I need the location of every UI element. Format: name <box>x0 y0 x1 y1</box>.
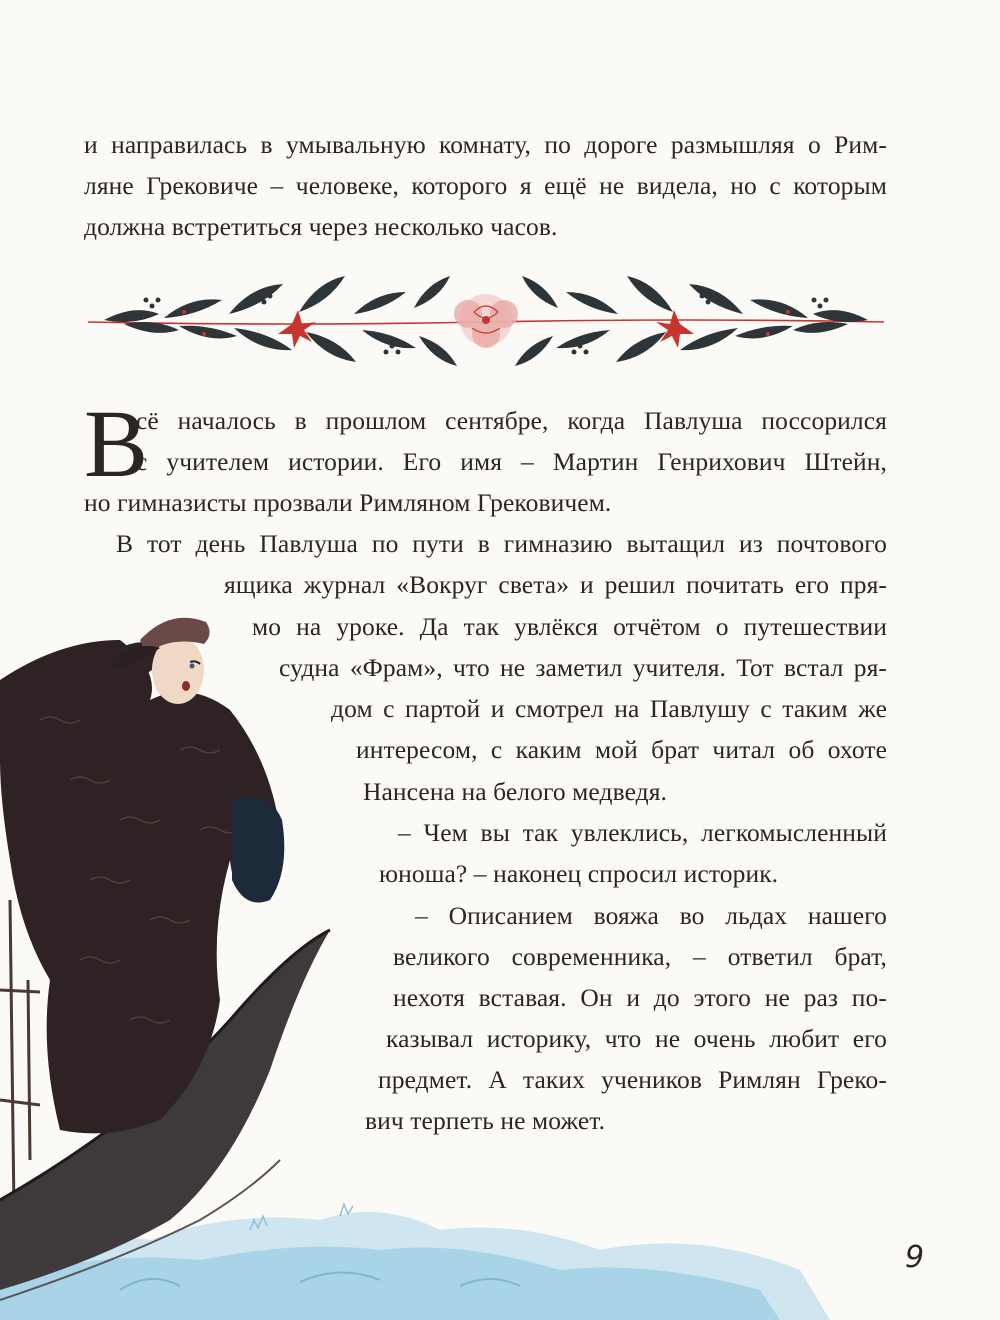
intro-line-1: и направилась в умывальную комнату, по дороге размышляя о Рим- <box>84 130 887 159</box>
intro-line-3: должна встретиться через несколько часов. <box>84 212 558 241</box>
intro-line-2: ляне Грековиче – человеке, которого я ещё не видела, но с которым <box>84 171 887 200</box>
chapter-line-9: интересом, с каким мой брат читал об охоте <box>356 735 887 764</box>
floral-divider-icon <box>84 262 888 384</box>
chapter-line-7: судна «Фрам», что не заметил учителя. Тот встал ря- <box>279 653 887 682</box>
chapter-line-4: В тот день Павлуша по пути в гимназию вытащил из почтового <box>116 529 887 558</box>
chapter-line-15: нехотя вставая. Он и до этого не раз по- <box>393 983 887 1012</box>
chapter-line-1: сё началось в прошлом сентябре, когда Павлуша поссорился <box>136 406 887 435</box>
chapter-line-2: с учителем истории. Его имя – Мартин Генрихович Штейн, <box>136 447 887 476</box>
chapter-line-11: – Чем вы так увлеклись, легкомысленный <box>398 818 887 847</box>
chapter-line-13: – Описанием вояжа во льдах нашего <box>415 901 887 930</box>
page-number: 9 <box>905 1240 925 1275</box>
chapter-line-14: великого современника, – ответил брат, <box>393 942 887 971</box>
chapter-line-3: но гимназисты прозвали Римляном Грековичем. <box>84 488 612 517</box>
chapter-line-8: дом с партой и смотрел на Павлушу с таким же <box>331 694 887 723</box>
chapter-line-5: ящика журнал «Вокруг света» и решил почитать его пря- <box>224 570 887 599</box>
chapter-line-17: предмет. А таких учеников Римлян Греко- <box>378 1065 887 1094</box>
chapter-line-10: Нансена на белого медведя. <box>363 777 668 806</box>
drop-cap: В <box>84 390 149 497</box>
chapter-line-18: вич терпеть не может. <box>365 1106 606 1135</box>
chapter-line-16: казывал историку, что не очень любит его <box>386 1024 887 1053</box>
boy-in-fur-coat-on-ship-bow-icon <box>0 600 400 1320</box>
chapter-line-6: мо на уроке. Да так увлёкся отчётом о путешествии <box>252 612 887 641</box>
chapter-line-12: юноша? – наконец спросил историк. <box>379 859 779 888</box>
